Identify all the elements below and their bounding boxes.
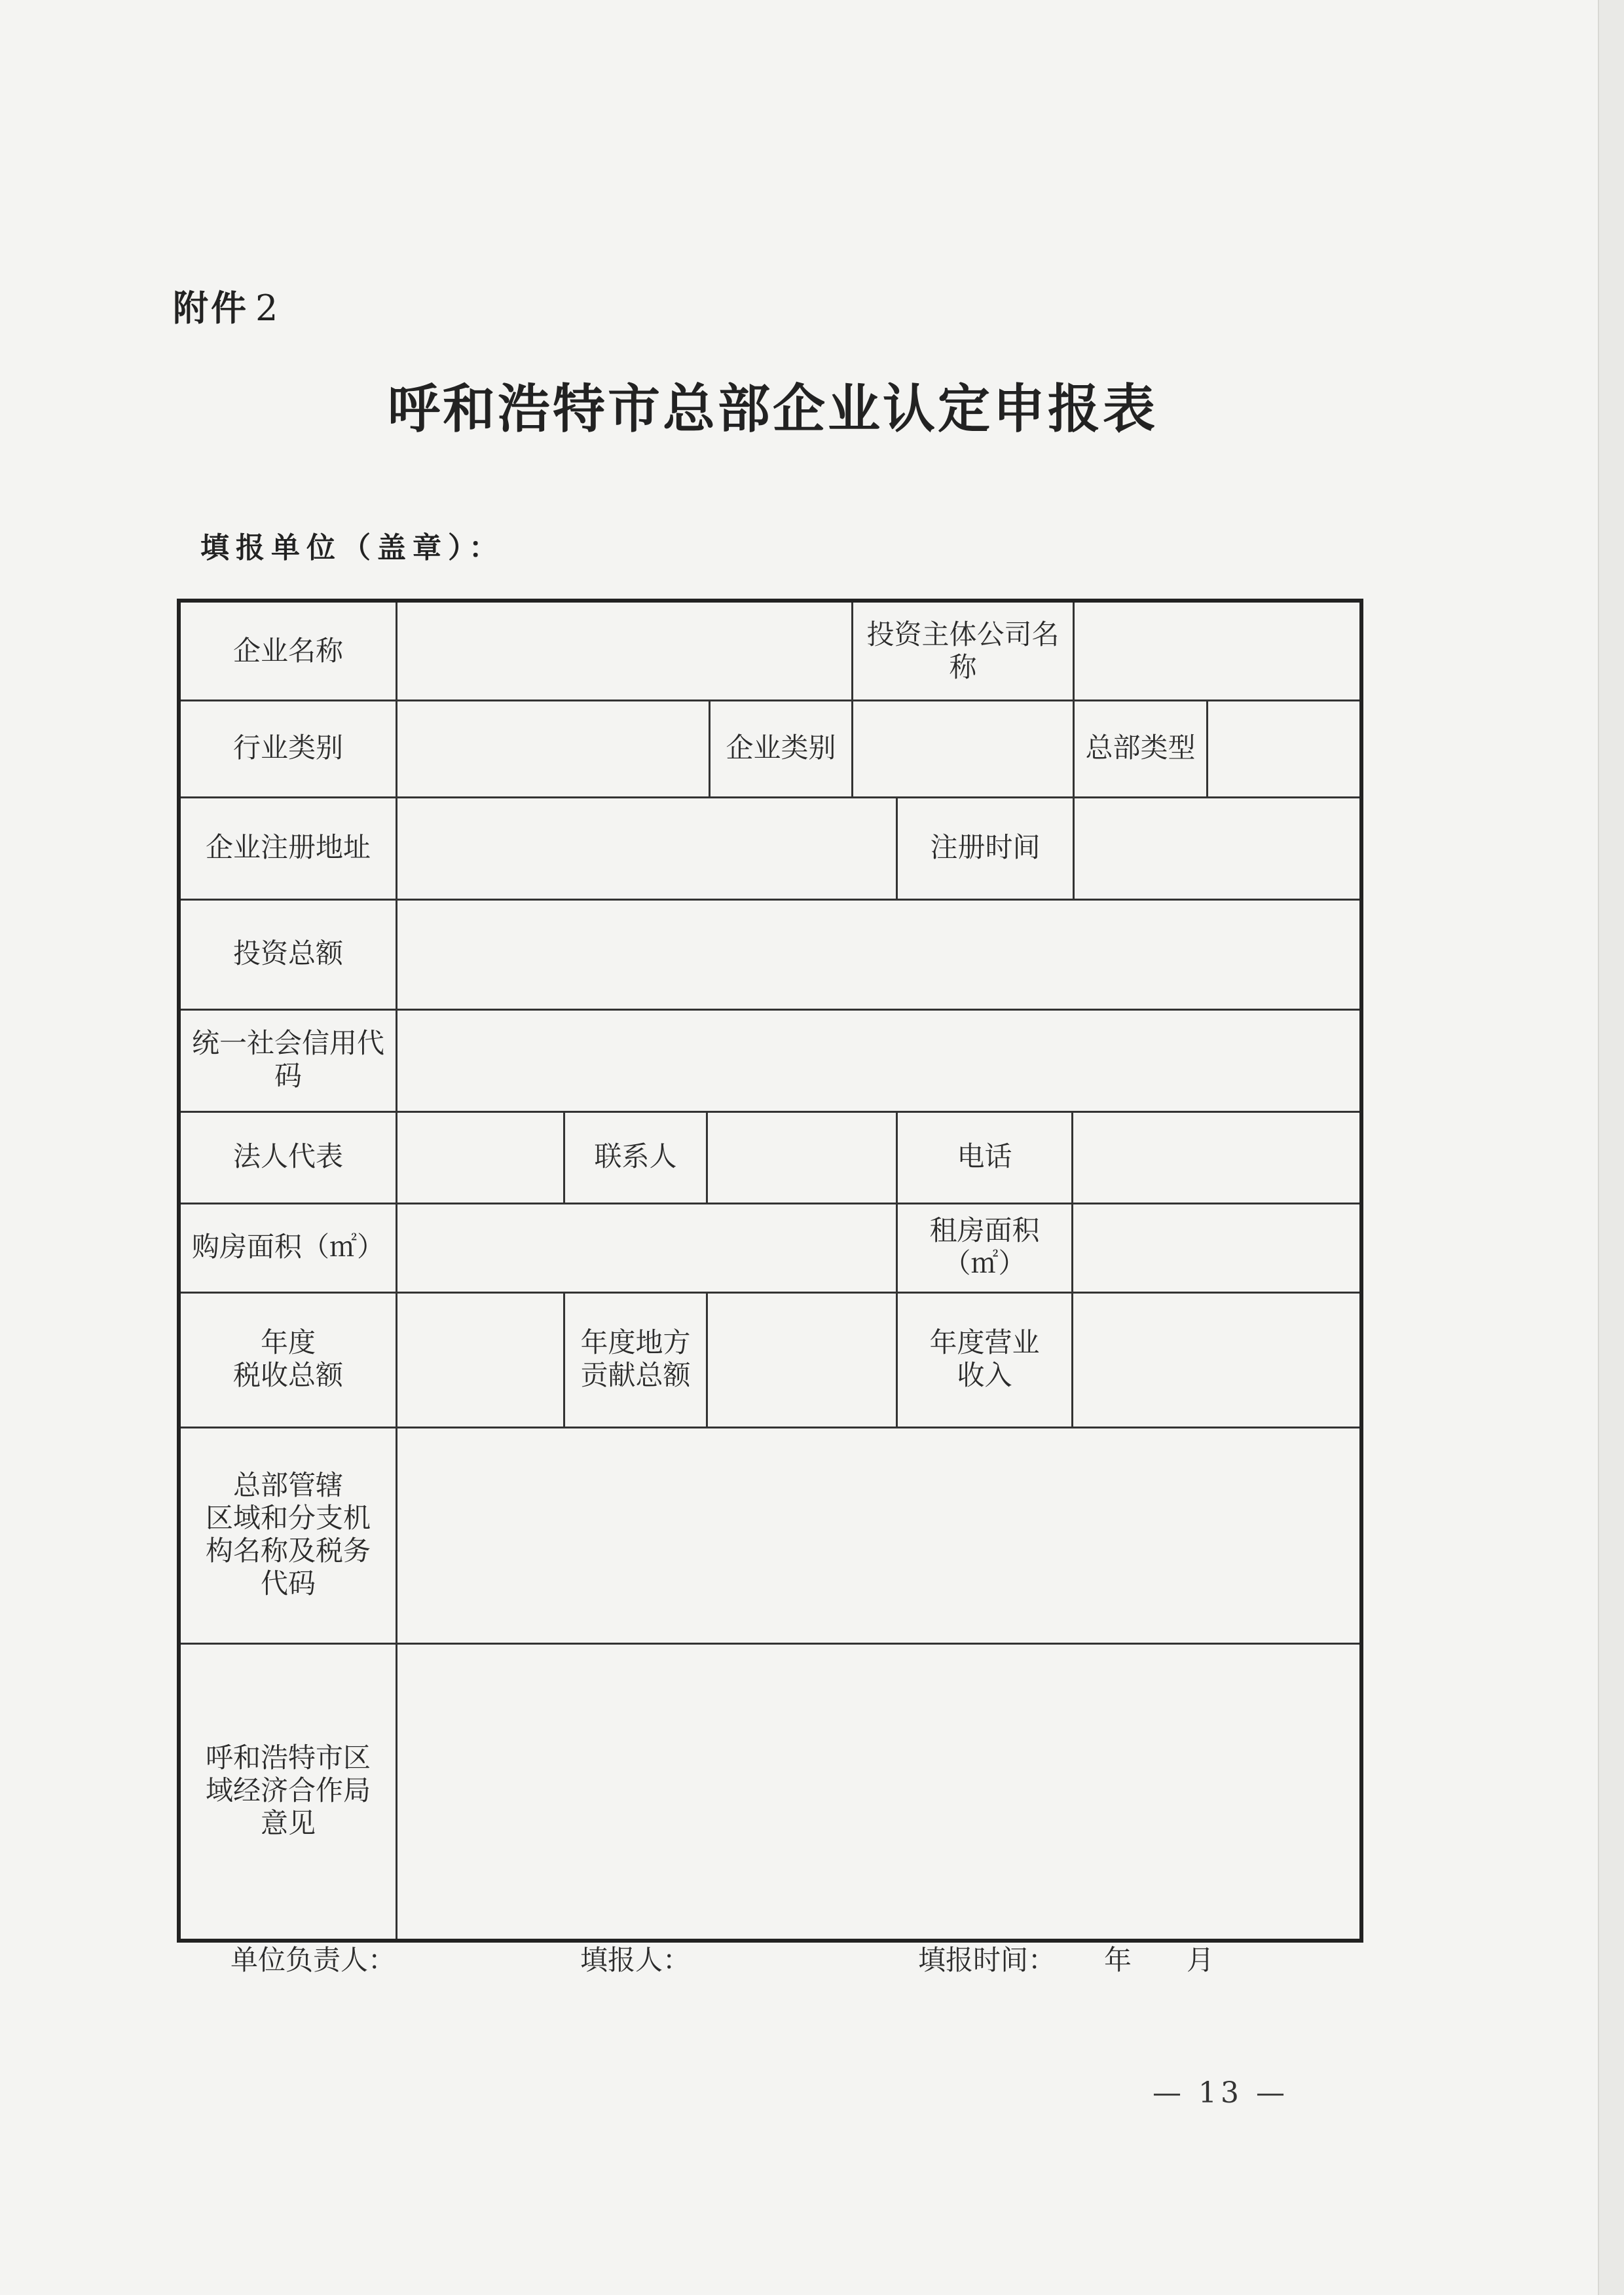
field-local-contribution[interactable] bbox=[708, 1292, 896, 1427]
fill-time-label: 填报时间： bbox=[918, 1944, 1056, 1976]
field-purchased-area[interactable] bbox=[397, 1203, 896, 1292]
label-registration-time: 注册时间 bbox=[930, 831, 1041, 863]
field-enterprise-name[interactable] bbox=[397, 603, 851, 700]
label-headquarters-type: 总部类型 bbox=[1085, 732, 1196, 764]
document-title: 呼和浩特市总部企业认定申报表 bbox=[388, 379, 1158, 439]
label-purchased-area: 购房面积（㎡） bbox=[191, 1231, 384, 1263]
page-edge bbox=[1598, 0, 1624, 2295]
unit-head-label: 单位负责人： bbox=[231, 1944, 396, 1976]
label-enterprise-category: 企业类别 bbox=[726, 732, 836, 764]
field-bureau-opinion[interactable] bbox=[397, 1643, 1359, 1939]
field-credit-code[interactable] bbox=[397, 1009, 1359, 1111]
label-total-investment: 投资总额 bbox=[232, 937, 343, 969]
filler-label: 填报人： bbox=[580, 1944, 691, 1976]
field-contact-person[interactable] bbox=[708, 1111, 896, 1203]
field-legal-representative[interactable] bbox=[397, 1111, 563, 1203]
label-contact-person: 联系人 bbox=[594, 1140, 677, 1172]
label-local-contribution: 年度地方 贡献总额 bbox=[580, 1326, 691, 1391]
label-phone: 电话 bbox=[957, 1140, 1012, 1172]
label-enterprise-name: 企业名称 bbox=[232, 635, 343, 667]
label-annual-tax: 年度 税收总额 bbox=[232, 1326, 343, 1391]
label-credit-code: 统一社会信用代码 bbox=[191, 1027, 384, 1092]
label-rented-area: 租房面积（㎡） bbox=[929, 1214, 1040, 1279]
field-industry-category[interactable] bbox=[397, 700, 709, 796]
field-annual-tax[interactable] bbox=[397, 1292, 563, 1427]
field-annual-revenue[interactable] bbox=[1073, 1292, 1359, 1427]
application-form-table bbox=[177, 599, 1363, 1943]
filling-unit-label: 填报单位（盖章）： bbox=[200, 531, 504, 565]
field-total-investment[interactable] bbox=[397, 899, 1359, 1009]
label-investor-company-name: 投资主体公司名称 bbox=[866, 618, 1060, 683]
field-branches[interactable] bbox=[397, 1427, 1359, 1643]
field-headquarters-type[interactable] bbox=[1208, 700, 1359, 796]
field-registration-time[interactable] bbox=[1075, 796, 1359, 899]
label-annual-revenue: 年度营业 收入 bbox=[929, 1326, 1040, 1391]
month-label: 月 bbox=[1187, 1944, 1215, 1976]
field-enterprise-category[interactable] bbox=[853, 700, 1073, 796]
page-number: — 13 — bbox=[1153, 2076, 1289, 2110]
field-registered-address[interactable] bbox=[397, 796, 896, 899]
label-industry-category: 行业类别 bbox=[232, 732, 343, 764]
field-investor-company-name[interactable] bbox=[1075, 603, 1359, 700]
label-branches: 总部管辖 区域和分支机 构名称及税务 代码 bbox=[205, 1469, 371, 1599]
attachment-label: 附件 2 bbox=[173, 288, 281, 329]
label-bureau-opinion: 呼和浩特市区 域经济合作局 意见 bbox=[205, 1742, 371, 1839]
label-legal-representative: 法人代表 bbox=[232, 1140, 343, 1172]
label-registered-address: 企业注册地址 bbox=[205, 831, 371, 863]
field-rented-area[interactable] bbox=[1073, 1203, 1359, 1292]
field-phone[interactable] bbox=[1073, 1111, 1359, 1203]
year-label: 年 bbox=[1104, 1944, 1132, 1976]
